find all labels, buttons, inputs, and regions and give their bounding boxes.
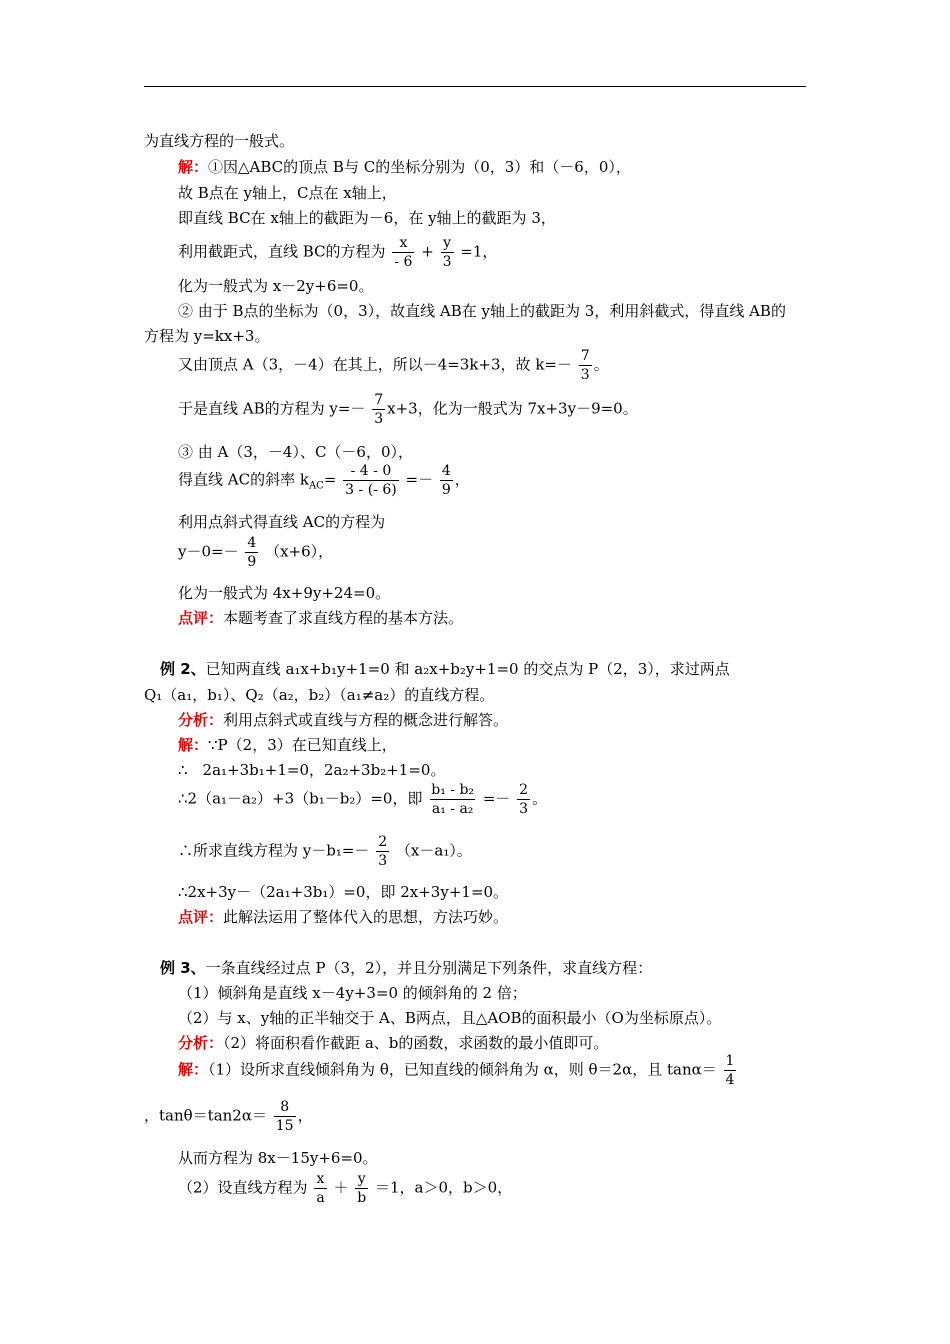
text: ①因△ABC的顶点 B与 C的坐标分别为（0，3）和（－6，0）， bbox=[208, 158, 631, 176]
fraction bbox=[355, 1170, 368, 1207]
text-line: ③ 由 A（3，－4）、C（－6，0）， bbox=[178, 443, 414, 461]
equation-line bbox=[178, 462, 470, 499]
operator: =－ bbox=[482, 789, 511, 808]
fraction bbox=[392, 234, 414, 271]
text-line: 化为一般式为 4x+9y+24=0。 bbox=[178, 584, 391, 602]
numerator: 8 bbox=[280, 1099, 290, 1115]
denominator: - 6 bbox=[394, 254, 413, 270]
denominator: 3 - (- 6) bbox=[345, 482, 397, 498]
text: y－0=－ bbox=[178, 542, 239, 561]
denominator: 3 bbox=[378, 853, 388, 869]
fraction bbox=[579, 347, 592, 384]
comment-line bbox=[178, 608, 463, 628]
solution-line bbox=[178, 735, 397, 755]
text: （x－a₁）。 bbox=[395, 841, 472, 860]
denominator: 4 bbox=[725, 1072, 735, 1088]
equation-line bbox=[144, 1098, 313, 1135]
text: 已知两直线 a₁x+b₁y+1=0 和 a₂x+b₂y+1=0 的交点为 P（2，3），求过两点 bbox=[205, 660, 730, 678]
fraction bbox=[441, 234, 454, 271]
text-line: （1）倾斜角是直线 x－4y+3=0 的倾斜角的 2 倍； bbox=[178, 984, 527, 1002]
text-line: 故 B点在 y轴上，C点在 x轴上， bbox=[178, 184, 397, 202]
text: （2）将面积看作截距 a、b的函数，求函数的最小值即可。 bbox=[223, 1034, 609, 1052]
numerator: y bbox=[443, 235, 451, 251]
operator: + bbox=[421, 242, 434, 261]
analysis-label: 分析： bbox=[178, 1034, 224, 1052]
solution-label: 解： bbox=[178, 736, 209, 754]
text: 一条直线经过点 P（3，2），并且分别满足下列条件，求直线方程： bbox=[205, 959, 653, 977]
equation-line bbox=[178, 781, 547, 818]
denominator: 3 bbox=[519, 801, 529, 817]
numerator: 1 bbox=[725, 1053, 735, 1069]
denominator: 15 bbox=[275, 1118, 294, 1134]
denominator: 9 bbox=[441, 482, 451, 498]
numerator: x bbox=[316, 1171, 325, 1187]
analysis-label: 分析： bbox=[178, 711, 224, 729]
text: 本题考查了求直线方程的基本方法。 bbox=[223, 609, 464, 627]
numerator: y bbox=[357, 1171, 366, 1187]
equation-line bbox=[178, 833, 472, 870]
analysis-line bbox=[178, 710, 508, 730]
solution-line bbox=[178, 157, 631, 177]
fraction bbox=[274, 1098, 296, 1135]
fraction bbox=[429, 781, 476, 818]
solution-label: 解： bbox=[178, 158, 209, 176]
text-line: 利用点斜式得直线 AC的方程为 bbox=[178, 513, 386, 531]
text: （x+6）， bbox=[265, 542, 334, 561]
text: （1）设所求直线倾斜角为 θ，已知直线的倾斜角为 α，则 θ＝2α，且 tanα＝ bbox=[208, 1060, 717, 1079]
solution-label: 解： bbox=[178, 1060, 209, 1079]
text: ∴所求直线方程为 y－b₁=－ bbox=[178, 841, 370, 860]
numerator: 4 bbox=[247, 535, 257, 551]
text: ＝1，a＞0，b＞0， bbox=[375, 1178, 513, 1197]
text: ， bbox=[297, 1106, 313, 1125]
text: 。 bbox=[532, 789, 548, 808]
denominator: 3 bbox=[374, 411, 384, 427]
equation-line bbox=[178, 1170, 512, 1207]
fraction bbox=[314, 1170, 326, 1207]
example-label: 例 2、 bbox=[160, 660, 206, 678]
fraction bbox=[517, 781, 530, 818]
fraction bbox=[343, 462, 399, 499]
fraction bbox=[245, 534, 258, 571]
denominator: 3 bbox=[580, 367, 590, 383]
fraction bbox=[376, 833, 389, 870]
text-line: ② 由于 B点的坐标为（0，3），故直线 AB在 y轴上的截距为 3，利用斜截式，得直线 AB的 bbox=[178, 302, 786, 320]
fraction bbox=[372, 391, 385, 428]
equation-line bbox=[178, 534, 333, 571]
subscript: AC bbox=[308, 480, 324, 492]
example-label: 例 3、 bbox=[160, 959, 206, 977]
numerator: - 4 - 0 bbox=[350, 463, 392, 479]
example-2-heading bbox=[160, 659, 730, 679]
equation-line bbox=[178, 347, 609, 384]
comment-line bbox=[178, 907, 508, 927]
denominator: a bbox=[316, 1190, 325, 1206]
numerator: 4 bbox=[441, 463, 451, 479]
text: 利用截距式，直线 BC的方程为 bbox=[178, 242, 386, 261]
text: 此解法运用了整体代入的思想，方法巧妙。 bbox=[223, 908, 509, 926]
numerator: 7 bbox=[580, 348, 590, 364]
operator: =－ bbox=[405, 470, 434, 489]
numerator: 2 bbox=[519, 782, 529, 798]
text-line: 从而方程为 8x－15y+6=0。 bbox=[178, 1149, 378, 1167]
denominator: b bbox=[357, 1190, 367, 1206]
numerator: b₁ - b₂ bbox=[431, 782, 475, 798]
text: ， bbox=[454, 470, 470, 489]
denominator: a₁ - a₂ bbox=[431, 801, 474, 817]
text: （2）设直线方程为 bbox=[178, 1178, 308, 1197]
text-line: Q₁（a₁，b₁）、Q₂（a₂，b₂）（a₁≠a₂）的直线方程。 bbox=[144, 686, 495, 704]
operator: = bbox=[323, 470, 337, 489]
text: 得直线 AC的斜率 k bbox=[178, 470, 309, 489]
example-3-heading bbox=[160, 958, 652, 978]
equation-line bbox=[178, 1052, 738, 1089]
equation-line bbox=[178, 234, 497, 271]
text: ∴2（a₁－a₂）+3（b₁－b₂）=0，即 bbox=[178, 789, 423, 808]
text: 利用点斜式或直线与方程的概念进行解答。 bbox=[223, 711, 509, 729]
operator: ＋ bbox=[333, 1178, 349, 1197]
numerator: x bbox=[399, 235, 408, 251]
text: 于是直线 AB的方程为 y=－ bbox=[178, 399, 366, 418]
equation-line bbox=[178, 391, 638, 428]
comment-label: 点评： bbox=[178, 609, 224, 627]
header-rule bbox=[144, 86, 806, 87]
text: 又由顶点 A（3，－4）在其上，所以－4=3k+3，故 k=－ bbox=[178, 355, 572, 374]
text-line: 方程为 y=kx+3。 bbox=[144, 327, 270, 345]
denominator: 9 bbox=[247, 554, 257, 570]
text: =1， bbox=[460, 242, 498, 261]
comment-label: 点评： bbox=[178, 908, 224, 926]
text-line: 即直线 BC在 x轴上的截距为－6，在 y轴上的截距为 3， bbox=[178, 209, 556, 227]
denominator: 3 bbox=[442, 254, 452, 270]
numerator: 2 bbox=[378, 834, 388, 850]
text-line: ∴2x+3y－（2a₁+3b₁）=0，即 2x+3y+1=0。 bbox=[178, 883, 509, 901]
text-line: ∴ 2a₁+3b₁+1=0，2a₂+3b₂+1=0。 bbox=[178, 761, 446, 779]
text: x+3，化为一般式为 7x+3y－9=0。 bbox=[387, 399, 638, 418]
text-line: 为直线方程的一般式。 bbox=[144, 132, 295, 150]
text: ，tanθ＝tan2α＝ bbox=[144, 1106, 267, 1125]
fraction bbox=[440, 462, 453, 499]
text-line: 化为一般式为 x－2y+6=0。 bbox=[178, 277, 374, 295]
text: ∵P（2，3）在已知直线上， bbox=[208, 736, 397, 754]
fraction bbox=[724, 1052, 737, 1089]
numerator: 7 bbox=[374, 392, 384, 408]
text-line: （2）与 x、y轴的正半轴交于 A、B两点，且△AOB的面积最小（O为坐标原点）。 bbox=[178, 1009, 722, 1027]
analysis-line bbox=[178, 1033, 608, 1053]
text: 。 bbox=[593, 355, 609, 374]
